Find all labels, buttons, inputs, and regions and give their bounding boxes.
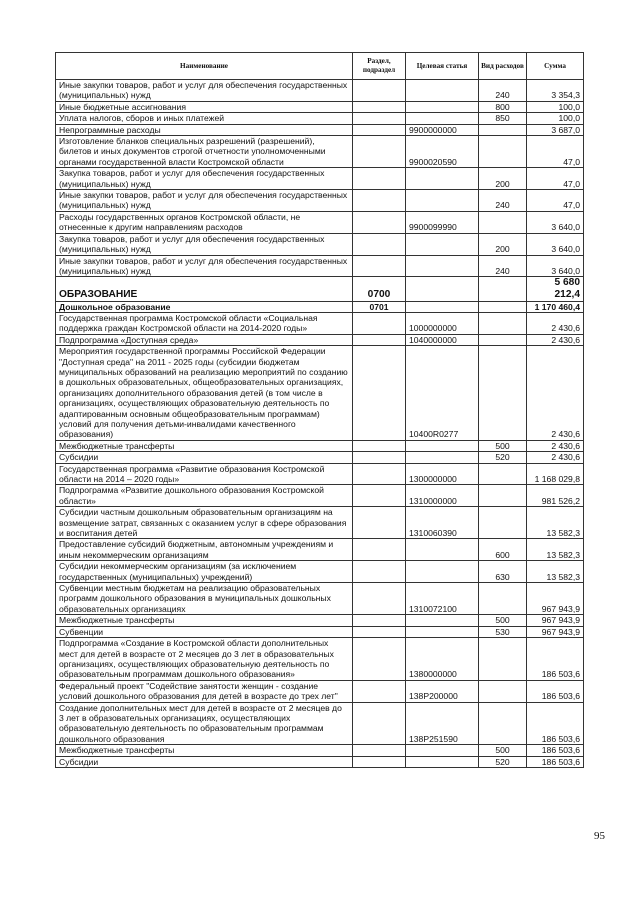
table-row <box>56 463 584 485</box>
cell-section <box>353 638 406 681</box>
cell-name: Закупка товаров, работ и услуг для обеспечения государственных (муниципальных) нужд <box>56 168 353 190</box>
cell-name: Подпрограмма «Доступная среда» <box>56 334 353 345</box>
cell-target <box>406 561 479 583</box>
cell-sum: 47,0 <box>527 168 584 190</box>
cell-section <box>353 124 406 135</box>
cell-target: 1300000000 <box>406 463 479 485</box>
table-row <box>56 539 584 561</box>
cell-name: Изготовление бланков специальных разрешений (разрешений), билетов и иных документов строгой отчетности уполномоченными органами государственной власти Костромской области <box>56 136 353 168</box>
cell-type <box>479 211 527 233</box>
cell-sum: 3 354,3 <box>527 80 584 102</box>
cell-target <box>406 233 479 255</box>
cell-type <box>479 136 527 168</box>
cell-target: 9900020590 <box>406 136 479 168</box>
table-row <box>56 561 584 583</box>
cell-sum: 2 430,6 <box>527 440 584 451</box>
cell-section <box>353 702 406 745</box>
cell-target <box>406 440 479 451</box>
cell-target <box>406 452 479 463</box>
cell-name: Субвенции <box>56 626 353 637</box>
cell-type: 800 <box>479 101 527 112</box>
cell-sum: 13 582,3 <box>527 561 584 583</box>
cell-section <box>353 539 406 561</box>
cell-target <box>406 80 479 102</box>
cell-name: Дошкольное образование <box>56 301 353 312</box>
table-row <box>56 702 584 745</box>
cell-name: ОБРАЗОВАНИЕ <box>56 277 353 301</box>
cell-target: 9900099990 <box>406 211 479 233</box>
table-row <box>56 583 584 615</box>
cell-target <box>406 756 479 767</box>
cell-name: Расходы государственных органов Костромской области, не отнесенные к другим направлениям расходов <box>56 211 353 233</box>
header-section: Раздел, подраздел <box>353 53 406 80</box>
cell-target: 1310072100 <box>406 583 479 615</box>
cell-type: 240 <box>479 255 527 277</box>
cell-type: 530 <box>479 626 527 637</box>
cell-section <box>353 485 406 507</box>
cell-section <box>353 583 406 615</box>
cell-name: Межбюджетные трансферты <box>56 440 353 451</box>
cell-sum: 3 640,0 <box>527 233 584 255</box>
cell-target <box>406 745 479 756</box>
table-row <box>56 168 584 190</box>
cell-sum: 2 430,6 <box>527 346 584 441</box>
cell-sum: 100,0 <box>527 113 584 124</box>
cell-type: 520 <box>479 452 527 463</box>
cell-target <box>406 277 479 301</box>
cell-target: 9900000000 <box>406 124 479 135</box>
cell-type <box>479 334 527 345</box>
cell-name: Мероприятия государственной программы Российской Федерации "Доступная среда" на 2011 - 2025 годы (субсидии бюджетам муниципальных образований на реализацию мероприятий по созданию в дошкольных образовательных, общеобразовательных организациях, организациях дополнительного образования детей (в том числе в организациях, осуществляющих образовательную деятельность по адаптированным основным общеобразовательным программам) условий для получения детьми-инвалидами качественного образования) <box>56 346 353 441</box>
table-row <box>56 452 584 463</box>
cell-section <box>353 756 406 767</box>
cell-section <box>353 745 406 756</box>
cell-section <box>353 136 406 168</box>
table-row <box>56 301 584 312</box>
cell-sum: 1 170 460,4 <box>527 301 584 312</box>
cell-section <box>353 80 406 102</box>
cell-target <box>406 615 479 626</box>
table-row <box>56 255 584 277</box>
table-row <box>56 334 584 345</box>
cell-section <box>353 440 406 451</box>
header-type: Вид расходов <box>479 53 527 80</box>
cell-target <box>406 113 479 124</box>
cell-name: Иные бюджетные ассигнования <box>56 101 353 112</box>
cell-sum: 2 430,6 <box>527 312 584 334</box>
cell-name: Субсидии <box>56 756 353 767</box>
cell-type: 240 <box>479 80 527 102</box>
cell-target <box>406 168 479 190</box>
cell-section <box>353 507 406 539</box>
table-row <box>56 745 584 756</box>
cell-name: Уплата налогов, сборов и иных платежей <box>56 113 353 124</box>
cell-name: Межбюджетные трансферты <box>56 745 353 756</box>
cell-name: Государственная программа «Развитие образования Костромской области на 2014 – 2020 годы» <box>56 463 353 485</box>
table-row <box>56 485 584 507</box>
cell-target <box>406 255 479 277</box>
cell-target: 1000000000 <box>406 312 479 334</box>
header-name: Наименование <box>56 53 353 80</box>
cell-sum: 981 526,2 <box>527 485 584 507</box>
cell-sum: 47,0 <box>527 190 584 212</box>
cell-sum: 186 503,6 <box>527 680 584 702</box>
cell-section <box>353 168 406 190</box>
cell-section: 0700 <box>353 277 406 301</box>
cell-target: 1310060390 <box>406 507 479 539</box>
cell-type <box>479 638 527 681</box>
cell-sum: 13 582,3 <box>527 539 584 561</box>
table-row <box>56 638 584 681</box>
cell-sum: 1 168 029,8 <box>527 463 584 485</box>
cell-name: Межбюджетные трансферты <box>56 615 353 626</box>
cell-type: 200 <box>479 233 527 255</box>
table-row <box>56 101 584 112</box>
cell-sum: 186 503,6 <box>527 756 584 767</box>
cell-target: 1380000000 <box>406 638 479 681</box>
cell-sum: 2 430,6 <box>527 452 584 463</box>
cell-target <box>406 101 479 112</box>
table-row <box>56 312 584 334</box>
cell-section <box>353 255 406 277</box>
cell-type: 240 <box>479 190 527 212</box>
cell-name: Иные закупки товаров, работ и услуг для обеспечения государственных (муниципальных) нужд <box>56 80 353 102</box>
cell-sum: 967 943,9 <box>527 583 584 615</box>
cell-section <box>353 615 406 626</box>
cell-type <box>479 507 527 539</box>
cell-section <box>353 211 406 233</box>
table-row <box>56 124 584 135</box>
cell-name: Субвенции местным бюджетам на реализацию образовательных программ дошкольного образования в муниципальных дошкольных образовательных организациях <box>56 583 353 615</box>
cell-type: 630 <box>479 561 527 583</box>
header-row <box>56 53 584 80</box>
cell-sum: 100,0 <box>527 101 584 112</box>
cell-type: 500 <box>479 440 527 451</box>
table-row <box>56 507 584 539</box>
cell-type: 520 <box>479 756 527 767</box>
cell-sum: 3 640,0 <box>527 211 584 233</box>
cell-type <box>479 702 527 745</box>
header-sum: Сумма <box>527 53 584 80</box>
table-row <box>56 190 584 212</box>
cell-type <box>479 312 527 334</box>
cell-name: Подпрограмма «Создание в Костромской области дополнительных мест для детей в возрасте от 2 месяцев до 3 лет в образовательных организациях, осуществляющих образовательную деятельность по образовательным программам дошкольного образования» <box>56 638 353 681</box>
cell-section <box>353 626 406 637</box>
cell-sum: 3 687,0 <box>527 124 584 135</box>
cell-name: Иные закупки товаров, работ и услуг для обеспечения государственных (муниципальных) нужд <box>56 190 353 212</box>
cell-type <box>479 346 527 441</box>
cell-sum: 186 503,6 <box>527 702 584 745</box>
cell-section <box>353 561 406 583</box>
cell-section <box>353 190 406 212</box>
cell-section <box>353 101 406 112</box>
cell-name: Создание дополнительных мест для детей в возрасте от 2 месяцев до 3 лет в образовательных организациях, осуществляющих образовательную деятельность по образовательным программам дошкольного образования <box>56 702 353 745</box>
cell-sum: 967 943,9 <box>527 615 584 626</box>
budget-table <box>55 52 584 768</box>
cell-name: Субсидии некоммерческим организациям (за исключением государственных (муниципальных) учреждений) <box>56 561 353 583</box>
cell-section <box>353 680 406 702</box>
table-row <box>56 136 584 168</box>
table-row <box>56 615 584 626</box>
cell-section <box>353 452 406 463</box>
cell-name: Государственная программа Костромской области «Социальная поддержка граждан Костромской области на 2014-2020 годы» <box>56 312 353 334</box>
cell-section <box>353 346 406 441</box>
cell-target: 10400R0277 <box>406 346 479 441</box>
cell-target <box>406 626 479 637</box>
table-row <box>56 346 584 441</box>
cell-name: Предоставление субсидий бюджетным, автономным учреждениям и иным некоммерческим организациям <box>56 539 353 561</box>
cell-section <box>353 233 406 255</box>
cell-target: 138P200000 <box>406 680 479 702</box>
cell-type <box>479 583 527 615</box>
cell-name: Субсидии <box>56 452 353 463</box>
cell-sum: 967 943,9 <box>527 626 584 637</box>
cell-name: Подпрограмма «Развитие дошкольного образования Костромской области» <box>56 485 353 507</box>
cell-sum: 2 430,6 <box>527 334 584 345</box>
table-row <box>56 277 584 301</box>
cell-type <box>479 124 527 135</box>
cell-target: 1040000000 <box>406 334 479 345</box>
table-row <box>56 113 584 124</box>
cell-section <box>353 334 406 345</box>
cell-type <box>479 680 527 702</box>
table-row <box>56 80 584 102</box>
cell-sum: 47,0 <box>527 136 584 168</box>
cell-name: Федеральный проект "Содействие занятости женщин - создание условий дошкольного образования для детей в возрасте до трех лет" <box>56 680 353 702</box>
cell-type: 850 <box>479 113 527 124</box>
table-row <box>56 211 584 233</box>
cell-type: 500 <box>479 615 527 626</box>
cell-section <box>353 463 406 485</box>
cell-type <box>479 277 527 301</box>
cell-sum: 186 503,6 <box>527 638 584 681</box>
cell-name: Субсидии частным дошкольным образовательным организациям на возмещение затрат, связанных с оказанием услуг в сфере образования и воспитания детей <box>56 507 353 539</box>
cell-target <box>406 301 479 312</box>
cell-target <box>406 190 479 212</box>
cell-target: 1310000000 <box>406 485 479 507</box>
table-row <box>56 440 584 451</box>
cell-name: Закупка товаров, работ и услуг для обеспечения государственных (муниципальных) нужд <box>56 233 353 255</box>
table-row <box>56 233 584 255</box>
table-row <box>56 680 584 702</box>
cell-sum: 5 680 212,4 <box>527 277 584 301</box>
cell-name: Иные закупки товаров, работ и услуг для обеспечения государственных (муниципальных) нужд <box>56 255 353 277</box>
table-row <box>56 756 584 767</box>
cell-type: 500 <box>479 745 527 756</box>
cell-section: 0701 <box>353 301 406 312</box>
cell-type <box>479 485 527 507</box>
cell-type <box>479 301 527 312</box>
cell-target <box>406 539 479 561</box>
header-target: Целевая статья <box>406 53 479 80</box>
cell-sum: 13 582,3 <box>527 507 584 539</box>
cell-section <box>353 312 406 334</box>
cell-section <box>353 113 406 124</box>
table-row <box>56 626 584 637</box>
cell-type <box>479 463 527 485</box>
cell-type: 600 <box>479 539 527 561</box>
page-number: 95 <box>594 830 605 842</box>
cell-target: 138P251590 <box>406 702 479 745</box>
cell-type: 200 <box>479 168 527 190</box>
cell-sum: 186 503,6 <box>527 745 584 756</box>
cell-sum: 3 640,0 <box>527 255 584 277</box>
cell-name: Непрограммные расходы <box>56 124 353 135</box>
